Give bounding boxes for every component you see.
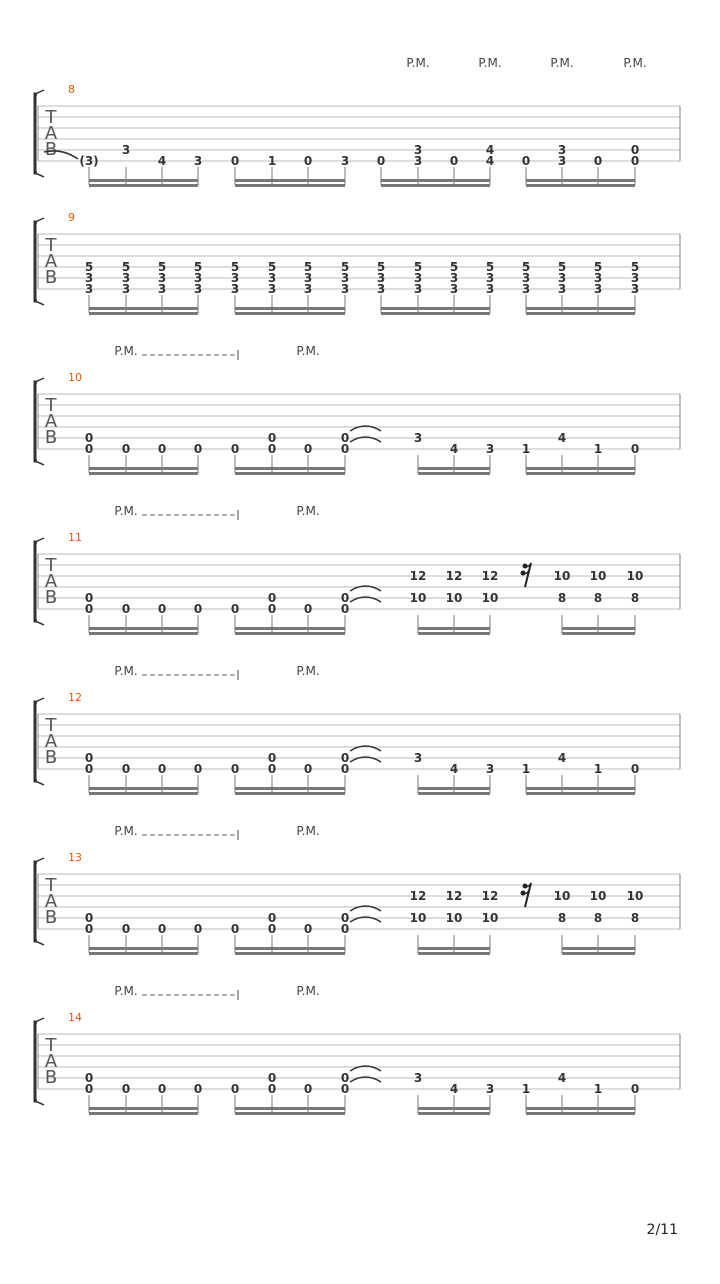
fret-number: 4 [485,154,495,168]
beam-primary [89,467,198,470]
fret-number: 8 [593,591,603,605]
sixteenth-rest [521,883,532,907]
fret-number: 10 [589,889,607,903]
fret-number: 3 [521,271,531,285]
fret-number: 5 [557,260,567,274]
fret-number: 12 [445,889,463,903]
beam-secondary [418,472,490,475]
beam-primary [526,787,635,790]
fret-number: 3 [413,282,423,296]
fret-number: 3 [157,282,167,296]
fret-number: 3 [340,271,350,285]
fret-number: 1 [521,762,531,776]
fret-number: 0 [267,911,277,925]
beam-secondary [526,184,635,187]
measure-number: 11 [68,531,82,544]
beam-secondary [381,184,490,187]
fret-number: 0 [340,431,350,445]
fret-number: 10 [409,591,427,605]
fret-number: 3 [121,143,131,157]
fret-number: 0 [84,922,94,936]
fret-number: 10 [481,911,499,925]
fret-number: 0 [121,602,131,616]
fret-number: 4 [557,751,567,765]
beam-secondary [562,952,635,955]
fret-number: 12 [409,569,427,583]
fret-number: 3 [340,282,350,296]
fret-number: 12 [481,569,499,583]
fret-number: 1 [521,442,531,456]
beam-secondary [235,632,345,635]
fret-number: 0 [267,602,277,616]
beam-secondary [418,792,490,795]
palm-mute-label: P.M. [114,504,138,518]
fret-number: 4 [485,143,495,157]
beam-secondary [89,792,198,795]
fret-number: 0 [267,751,277,765]
measure-number: 13 [68,851,82,864]
fret-number: 5 [121,260,131,274]
fret-number: 3 [485,282,495,296]
fret-number: 0 [157,762,167,776]
fret-number: 0 [84,751,94,765]
fret-number: 0 [376,154,386,168]
system-bracket [35,382,37,461]
tab-clef-letter: A [44,891,58,912]
fret-number: 0 [84,1082,94,1096]
fret-number: 10 [481,591,499,605]
beam-primary [235,467,345,470]
fret-number: 0 [230,154,240,168]
beam-secondary [526,792,635,795]
fret-number: 3 [485,271,495,285]
beam-secondary [89,312,198,315]
beam-primary [235,307,345,310]
beam-primary [235,627,345,630]
fret-number: 10 [589,569,607,583]
beam-primary [235,179,345,182]
fret-number: 0 [303,922,313,936]
fret-number: 5 [84,260,94,274]
fret-number: 8 [557,911,567,925]
fret-number: 0 [340,922,350,936]
beam-secondary [526,312,635,315]
tab-clef-letter: A [44,251,58,272]
fret-number: 5 [485,260,495,274]
fret-number: 0 [84,442,94,456]
tab-system [35,984,680,1115]
fret-number: 10 [626,569,644,583]
fret-number: 10 [409,911,427,925]
beam-primary [418,467,490,470]
fret-number: 0 [303,442,313,456]
beam-primary [235,787,345,790]
fret-number: 0 [449,154,459,168]
fret-number: 0 [84,911,94,925]
fret-number: 0 [340,1082,350,1096]
fret-number: 3 [413,431,423,445]
fret-number: 0 [267,762,277,776]
fret-number: 5 [413,260,423,274]
tab-clef-letter: A [44,1051,58,1072]
fret-number: 3 [485,762,495,776]
fret-number: 0 [340,602,350,616]
beam-secondary [89,1112,198,1115]
beam-secondary [562,632,635,635]
sixteenth-rest [521,563,532,587]
fret-number: 5 [521,260,531,274]
tab-system [35,211,680,315]
measure-number: 14 [68,1011,82,1024]
beam-secondary [235,472,345,475]
fret-number: 5 [267,260,277,274]
beam-secondary [235,1112,345,1115]
fret-number: 0 [303,602,313,616]
fret-number: 5 [340,260,350,274]
fret-number: 3 [630,271,640,285]
beam-primary [235,1107,345,1110]
fret-number: 3 [485,1082,495,1096]
fret-number: 3 [413,271,423,285]
tab-system [35,504,680,635]
fret-number: 5 [303,260,313,274]
fret-number: 3 [630,282,640,296]
palm-mute-label: P.M. [114,344,138,358]
tab-clef-letter: B [44,747,58,768]
fret-number: 0 [157,1082,167,1096]
fret-number: 0 [303,154,313,168]
tab-clef-letter: A [44,123,58,144]
palm-mute-label: P.M. [296,824,320,838]
tab-clef-letter: T [45,107,57,128]
fret-number: 1 [521,1082,531,1096]
beam-primary [562,947,635,950]
fret-number: 0 [193,602,203,616]
fret-number: 0 [121,762,131,776]
fret-number: 3 [593,271,603,285]
palm-mute-label: P.M. [296,664,320,678]
fret-number: 3 [340,154,350,168]
fret-number: 12 [445,569,463,583]
fret-number: 0 [267,431,277,445]
fret-number: 0 [121,1082,131,1096]
beam-primary [89,307,198,310]
fret-number: 0 [267,1071,277,1085]
fret-number: 0 [630,762,640,776]
fret-number: 4 [557,1071,567,1085]
fret-number: 5 [193,260,203,274]
fret-number: 0 [84,431,94,445]
tab-clef-letter: A [44,731,58,752]
fret-number: 0 [193,762,203,776]
beam-primary [89,947,198,950]
palm-mute-label: P.M. [406,56,430,70]
fret-number: 0 [340,751,350,765]
fret-number: 4 [449,1082,459,1096]
beam-primary [562,627,635,630]
measure-number: 9 [68,211,75,224]
fret-number: 4 [449,442,459,456]
fret-number: 3 [557,282,567,296]
palm-mute-label: P.M. [296,984,320,998]
beam-primary [381,179,490,182]
measure-number: 8 [68,83,75,96]
beam-primary [89,627,198,630]
fret-number: 0 [303,1082,313,1096]
fret-number: (3) [79,154,99,168]
fret-number: 10 [445,591,463,605]
fret-number: 3 [230,282,240,296]
beam-secondary [89,472,198,475]
palm-mute-label: P.M. [114,984,138,998]
measure-number: 12 [68,691,82,704]
fret-number: 10 [553,569,571,583]
fret-number: 0 [230,922,240,936]
beam-primary [418,787,490,790]
fret-number: 3 [521,282,531,296]
beam-primary [526,179,635,182]
system-bracket [35,542,37,621]
beam-secondary [418,952,490,955]
fret-number: 10 [626,889,644,903]
tab-system [35,344,680,475]
fret-number: 0 [193,922,203,936]
fret-number: 1 [267,154,277,168]
fret-number: 5 [376,260,386,274]
fret-number: 3 [557,154,567,168]
tab-clef-letter: B [44,139,58,160]
fret-number: 3 [413,154,423,168]
beam-secondary [235,184,345,187]
fret-number: 8 [630,591,640,605]
fret-number: 3 [121,271,131,285]
tab-clef-letter: A [44,571,58,592]
fret-number: 0 [121,922,131,936]
palm-mute-label: P.M. [550,56,574,70]
fret-number: 3 [84,271,94,285]
beam-secondary [235,792,345,795]
beam-secondary [89,184,198,187]
beam-primary [235,947,345,950]
beam-secondary [418,1112,490,1115]
beam-primary [418,627,490,630]
fret-number: 0 [593,154,603,168]
fret-number: 4 [557,431,567,445]
fret-number: 8 [557,591,567,605]
page-number: 2/11 [646,1222,678,1238]
fret-number: 5 [593,260,603,274]
fret-number: 3 [267,271,277,285]
fret-number: 3 [485,442,495,456]
tab-clef-letter: T [45,1035,57,1056]
beam-primary [418,947,490,950]
fret-number: 3 [593,282,603,296]
fret-number: 4 [157,154,167,168]
fret-number: 0 [230,442,240,456]
fret-number: 12 [409,889,427,903]
system-bracket [35,862,37,941]
tab-clef-letter: A [44,411,58,432]
fret-number: 3 [193,282,203,296]
fret-number: 0 [267,1082,277,1096]
fret-number: 3 [376,271,386,285]
fret-number: 4 [449,762,459,776]
fret-number: 0 [267,442,277,456]
fret-number: 0 [84,762,94,776]
fret-number: 0 [340,1071,350,1085]
fret-number: 0 [230,762,240,776]
beam-secondary [418,632,490,635]
beam-primary [526,467,635,470]
beam-primary [526,1107,635,1110]
fret-number: 3 [413,1071,423,1085]
fret-number: 8 [630,911,640,925]
beam-primary [418,1107,490,1110]
fret-number: 3 [413,143,423,157]
fret-number: 0 [340,911,350,925]
fret-number: 3 [557,271,567,285]
beam-secondary [89,952,198,955]
fret-number: 0 [303,762,313,776]
fret-number: 12 [481,889,499,903]
fret-number: 0 [121,442,131,456]
fret-number: 0 [84,1071,94,1085]
fret-number: 3 [84,282,94,296]
fret-number: 1 [593,442,603,456]
fret-number: 0 [84,602,94,616]
palm-mute-label: P.M. [114,824,138,838]
fret-number: 0 [340,442,350,456]
fret-number: 5 [157,260,167,274]
fret-number: 3 [193,154,203,168]
tab-clef-letter: T [45,875,57,896]
fret-number: 0 [521,154,531,168]
palm-mute-label: P.M. [623,56,647,70]
beam-secondary [381,312,490,315]
fret-number: 0 [340,762,350,776]
fret-number: 3 [267,282,277,296]
tab-clef-letter: B [44,267,58,288]
beam-secondary [526,472,635,475]
tab-system [35,56,680,187]
system-bracket [35,94,37,173]
palm-mute-label: P.M. [478,56,502,70]
beam-primary [89,1107,198,1110]
tab-clef-letter: T [45,395,57,416]
fret-number: 3 [230,271,240,285]
fret-number: 5 [630,260,640,274]
fret-number: 0 [193,442,203,456]
beam-secondary [235,312,345,315]
fret-number: 0 [230,1082,240,1096]
fret-number: 0 [157,602,167,616]
fret-number: 3 [376,282,386,296]
tab-clef-letter: B [44,587,58,608]
fret-number: 3 [413,751,423,765]
fret-number: 0 [340,591,350,605]
tab-clef-letter: T [45,235,57,256]
tab-clef-letter: T [45,715,57,736]
beam-secondary [235,952,345,955]
tab-clef-letter: T [45,555,57,576]
tab-clef-letter: B [44,1067,58,1088]
palm-mute-label: P.M. [114,664,138,678]
fret-number: 3 [557,143,567,157]
fret-number: 0 [630,1082,640,1096]
beam-primary [89,179,198,182]
fret-number: 0 [630,143,640,157]
fret-number: 10 [553,889,571,903]
system-bracket [35,222,37,301]
fret-number: 0 [230,602,240,616]
beam-primary [526,307,635,310]
beam-primary [381,307,490,310]
fret-number: 0 [630,154,640,168]
fret-number: 0 [84,591,94,605]
fret-number: 5 [230,260,240,274]
measure-number: 10 [68,371,82,384]
palm-mute-label: P.M. [296,344,320,358]
system-bracket [35,1022,37,1101]
fret-number: 5 [449,260,459,274]
fret-number: 0 [157,922,167,936]
beam-primary [89,787,198,790]
fret-number: 0 [157,442,167,456]
fret-number: 3 [193,271,203,285]
system-bracket [35,702,37,781]
tab-clef-letter: B [44,907,58,928]
fret-number: 3 [121,282,131,296]
tab-clef-letter: B [44,427,58,448]
fret-number: 10 [445,911,463,925]
fret-number: 0 [630,442,640,456]
fret-number: 0 [193,1082,203,1096]
tab-system [35,664,680,795]
fret-number: 1 [593,762,603,776]
tab-system [35,824,680,955]
beam-secondary [526,1112,635,1115]
beam-secondary [89,632,198,635]
palm-mute-label: P.M. [296,504,320,518]
fret-number: 0 [267,922,277,936]
fret-number: 3 [157,271,167,285]
fret-number: 3 [449,282,459,296]
fret-number: 3 [303,271,313,285]
fret-number: 0 [267,591,277,605]
fret-number: 8 [593,911,603,925]
fret-number: 1 [593,1082,603,1096]
fret-number: 3 [449,271,459,285]
fret-number: 3 [303,282,313,296]
